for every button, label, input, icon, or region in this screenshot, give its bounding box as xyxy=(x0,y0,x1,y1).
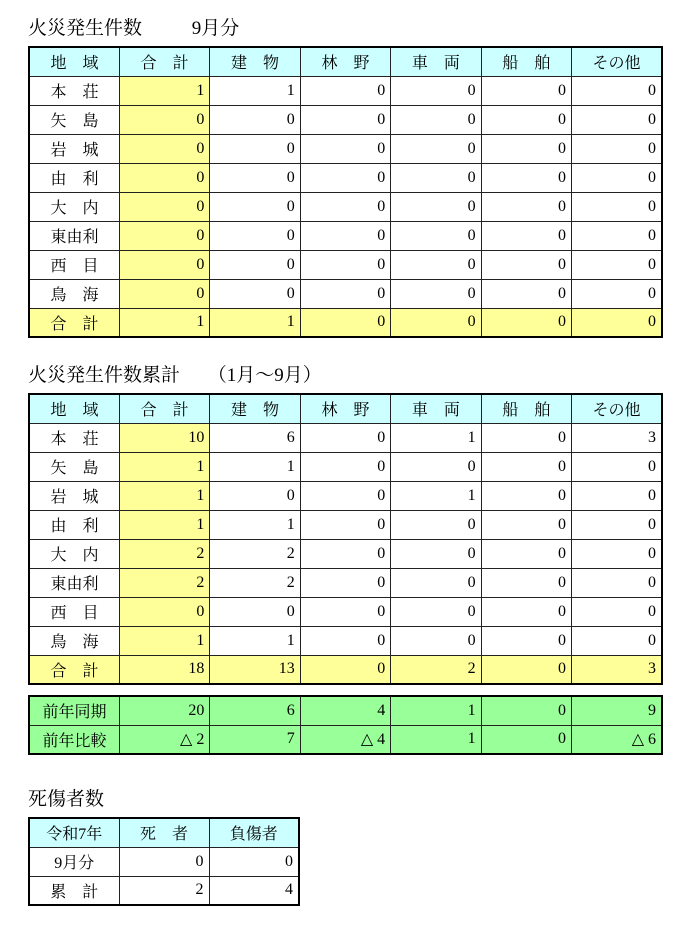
column-header: 地 域 xyxy=(29,47,119,76)
value-cell: 1 xyxy=(210,510,300,539)
row-label: 本 荘 xyxy=(29,76,119,105)
value-cell: 0 xyxy=(300,655,390,684)
row-label: 鳥 海 xyxy=(29,279,119,308)
row-label: 大 内 xyxy=(29,192,119,221)
cumulative-table-header xyxy=(29,394,662,423)
table-row xyxy=(29,696,662,725)
column-header: 車 両 xyxy=(391,47,481,76)
row-label: 岩 城 xyxy=(29,481,119,510)
value-cell: 6 xyxy=(210,423,300,452)
value-cell: 0 xyxy=(572,163,662,192)
value-cell: 0 xyxy=(119,250,209,279)
value-cell: 0 xyxy=(481,134,571,163)
cumulative-title: 火災発生件数累計 xyxy=(28,365,181,386)
value-cell: 4 xyxy=(209,876,299,905)
value-cell: 0 xyxy=(481,192,571,221)
column-header: 地 域 xyxy=(29,394,119,423)
column-header: 建 物 xyxy=(210,394,300,423)
value-cell: 2 xyxy=(391,655,481,684)
row-label: 東由利 xyxy=(29,568,119,597)
comparison-table-body xyxy=(29,696,662,754)
table-row xyxy=(29,626,662,655)
value-cell: 6 xyxy=(210,696,300,725)
table-row xyxy=(29,876,299,905)
table-row xyxy=(29,452,662,481)
header-row xyxy=(29,394,662,423)
value-cell: 1 xyxy=(210,452,300,481)
value-cell: 0 xyxy=(300,192,390,221)
value-cell: △ 2 xyxy=(119,725,209,754)
value-cell: 0 xyxy=(481,163,571,192)
value-cell: 1 xyxy=(391,725,481,754)
value-cell: 1 xyxy=(119,626,209,655)
table-row xyxy=(29,163,662,192)
value-cell: 0 xyxy=(481,626,571,655)
column-header: 船 舶 xyxy=(481,394,571,423)
value-cell: 0 xyxy=(572,597,662,626)
value-cell: 1 xyxy=(210,76,300,105)
monthly-subtitle: 9月分 xyxy=(191,18,240,39)
value-cell: 1 xyxy=(391,696,481,725)
value-cell: 0 xyxy=(209,847,299,876)
table-row xyxy=(29,510,662,539)
table-row xyxy=(29,192,662,221)
value-cell: 1 xyxy=(119,76,209,105)
value-cell: 0 xyxy=(572,134,662,163)
value-cell: 10 xyxy=(119,423,209,452)
table-row xyxy=(29,279,662,308)
value-cell: 0 xyxy=(391,76,481,105)
row-label: 西 目 xyxy=(29,597,119,626)
value-cell: 0 xyxy=(300,539,390,568)
monthly-fire-table xyxy=(28,46,663,338)
row-label: 東由利 xyxy=(29,221,119,250)
header-row xyxy=(29,47,662,76)
value-cell: 1 xyxy=(210,308,300,337)
casualties-table-header xyxy=(29,818,299,847)
cumulative-table-body xyxy=(29,423,662,684)
value-cell: 0 xyxy=(481,423,571,452)
row-label: 由 利 xyxy=(29,163,119,192)
row-label: 本 荘 xyxy=(29,423,119,452)
column-header: 令和7年 xyxy=(29,818,119,847)
header-row xyxy=(29,818,299,847)
value-cell: 0 xyxy=(210,481,300,510)
value-cell: △ 6 xyxy=(572,725,662,754)
table-row xyxy=(29,481,662,510)
value-cell: 0 xyxy=(300,481,390,510)
value-cell: 0 xyxy=(481,221,571,250)
value-cell: 0 xyxy=(300,597,390,626)
row-label: 矢 島 xyxy=(29,452,119,481)
value-cell: 13 xyxy=(210,655,300,684)
row-label: 由 利 xyxy=(29,510,119,539)
value-cell: 0 xyxy=(391,568,481,597)
row-label: 鳥 海 xyxy=(29,626,119,655)
table-row xyxy=(29,423,662,452)
value-cell: 7 xyxy=(210,725,300,754)
value-cell: 2 xyxy=(210,539,300,568)
value-cell: 0 xyxy=(210,250,300,279)
table-row xyxy=(29,105,662,134)
table-row xyxy=(29,76,662,105)
value-cell: 1 xyxy=(391,481,481,510)
value-cell: 0 xyxy=(300,76,390,105)
value-cell: 0 xyxy=(391,308,481,337)
casualties-section-title xyxy=(28,789,690,811)
value-cell: 0 xyxy=(572,452,662,481)
row-label: 前年同期 xyxy=(29,696,119,725)
value-cell: 0 xyxy=(300,626,390,655)
value-cell: 1 xyxy=(119,452,209,481)
monthly-section-title xyxy=(28,18,690,40)
value-cell: 0 xyxy=(391,626,481,655)
value-cell: 0 xyxy=(391,510,481,539)
value-cell: 0 xyxy=(119,105,209,134)
column-header: 林 野 xyxy=(300,47,390,76)
value-cell: 0 xyxy=(300,163,390,192)
value-cell: 2 xyxy=(119,539,209,568)
cumulative-subtitle: （1月～9月） xyxy=(207,365,322,386)
table-row xyxy=(29,539,662,568)
table-row xyxy=(29,847,299,876)
row-label: 前年比較 xyxy=(29,725,119,754)
value-cell: 0 xyxy=(481,452,571,481)
table-row xyxy=(29,597,662,626)
value-cell: 0 xyxy=(481,539,571,568)
value-cell: 0 xyxy=(391,279,481,308)
value-cell: 0 xyxy=(300,423,390,452)
value-cell: 0 xyxy=(391,163,481,192)
value-cell: 0 xyxy=(572,568,662,597)
row-label: 合 計 xyxy=(29,655,119,684)
value-cell: 0 xyxy=(300,510,390,539)
value-cell: 1 xyxy=(119,481,209,510)
value-cell: 0 xyxy=(572,308,662,337)
total-row xyxy=(29,308,662,337)
value-cell: 0 xyxy=(572,539,662,568)
value-cell: 0 xyxy=(391,597,481,626)
row-label: 累 計 xyxy=(29,876,119,905)
row-label: 9月分 xyxy=(29,847,119,876)
value-cell: 0 xyxy=(210,192,300,221)
value-cell: 0 xyxy=(572,105,662,134)
value-cell: 0 xyxy=(481,250,571,279)
value-cell: 0 xyxy=(481,696,571,725)
row-label: 合 計 xyxy=(29,308,119,337)
value-cell: 0 xyxy=(210,134,300,163)
value-cell: 2 xyxy=(210,568,300,597)
value-cell: 0 xyxy=(481,597,571,626)
value-cell: 9 xyxy=(572,696,662,725)
value-cell: 0 xyxy=(300,279,390,308)
value-cell: 0 xyxy=(481,568,571,597)
value-cell: 0 xyxy=(572,250,662,279)
column-header: 林 野 xyxy=(300,394,390,423)
value-cell: 0 xyxy=(481,481,571,510)
value-cell: 0 xyxy=(119,279,209,308)
value-cell: 0 xyxy=(572,279,662,308)
table-row xyxy=(29,250,662,279)
row-label: 矢 島 xyxy=(29,105,119,134)
value-cell: 20 xyxy=(119,696,209,725)
value-cell: 1 xyxy=(119,308,209,337)
table-row xyxy=(29,568,662,597)
casualties-table-body xyxy=(29,847,299,905)
column-header: 合 計 xyxy=(119,394,209,423)
value-cell: 0 xyxy=(481,105,571,134)
value-cell: 0 xyxy=(391,134,481,163)
value-cell: 0 xyxy=(391,192,481,221)
column-header: 船 舶 xyxy=(481,47,571,76)
monthly-table-body xyxy=(29,76,662,337)
value-cell: 0 xyxy=(481,510,571,539)
value-cell: 0 xyxy=(391,221,481,250)
value-cell: 0 xyxy=(119,847,209,876)
value-cell: 0 xyxy=(300,250,390,279)
value-cell: 0 xyxy=(391,452,481,481)
column-header: 合 計 xyxy=(119,47,209,76)
value-cell: 0 xyxy=(300,105,390,134)
value-cell: 0 xyxy=(391,105,481,134)
value-cell: 0 xyxy=(300,221,390,250)
total-row xyxy=(29,655,662,684)
casualties-table xyxy=(28,817,300,906)
column-header: その他 xyxy=(572,47,662,76)
value-cell: 1 xyxy=(210,626,300,655)
value-cell: 2 xyxy=(119,876,209,905)
monthly-title: 火災発生件数 xyxy=(28,18,143,39)
value-cell: 0 xyxy=(210,279,300,308)
value-cell: 0 xyxy=(572,626,662,655)
value-cell: 0 xyxy=(119,192,209,221)
table-row xyxy=(29,725,662,754)
value-cell: 0 xyxy=(119,163,209,192)
value-cell: 4 xyxy=(300,696,390,725)
value-cell: △ 4 xyxy=(300,725,390,754)
value-cell: 0 xyxy=(572,510,662,539)
column-header: 車 両 xyxy=(391,394,481,423)
value-cell: 3 xyxy=(572,423,662,452)
value-cell: 0 xyxy=(572,481,662,510)
value-cell: 0 xyxy=(119,134,209,163)
table-row xyxy=(29,221,662,250)
prior-year-comparison-table xyxy=(28,695,663,755)
value-cell: 0 xyxy=(572,192,662,221)
value-cell: 0 xyxy=(481,76,571,105)
value-cell: 0 xyxy=(210,163,300,192)
value-cell: 0 xyxy=(481,279,571,308)
casualties-title: 死傷者数 xyxy=(28,789,105,810)
value-cell: 0 xyxy=(119,221,209,250)
value-cell: 0 xyxy=(119,597,209,626)
value-cell: 0 xyxy=(481,308,571,337)
cumulative-fire-table xyxy=(28,393,663,685)
column-header: 建 物 xyxy=(210,47,300,76)
value-cell: 0 xyxy=(481,725,571,754)
cumulative-section-title xyxy=(28,365,690,387)
value-cell: 0 xyxy=(300,308,390,337)
row-label: 大 内 xyxy=(29,539,119,568)
row-label: 岩 城 xyxy=(29,134,119,163)
value-cell: 0 xyxy=(210,105,300,134)
value-cell: 1 xyxy=(391,423,481,452)
value-cell: 0 xyxy=(300,568,390,597)
value-cell: 0 xyxy=(391,250,481,279)
table-row xyxy=(29,134,662,163)
column-header: その他 xyxy=(572,394,662,423)
row-label: 西 目 xyxy=(29,250,119,279)
value-cell: 18 xyxy=(119,655,209,684)
value-cell: 0 xyxy=(391,539,481,568)
value-cell: 2 xyxy=(119,568,209,597)
value-cell: 0 xyxy=(481,655,571,684)
value-cell: 0 xyxy=(572,76,662,105)
value-cell: 0 xyxy=(210,597,300,626)
value-cell: 0 xyxy=(300,452,390,481)
column-header: 死 者 xyxy=(119,818,209,847)
value-cell: 0 xyxy=(210,221,300,250)
value-cell: 0 xyxy=(300,134,390,163)
value-cell: 3 xyxy=(572,655,662,684)
value-cell: 0 xyxy=(572,221,662,250)
value-cell: 1 xyxy=(119,510,209,539)
column-header: 負傷者 xyxy=(209,818,299,847)
monthly-table-header xyxy=(29,47,662,76)
